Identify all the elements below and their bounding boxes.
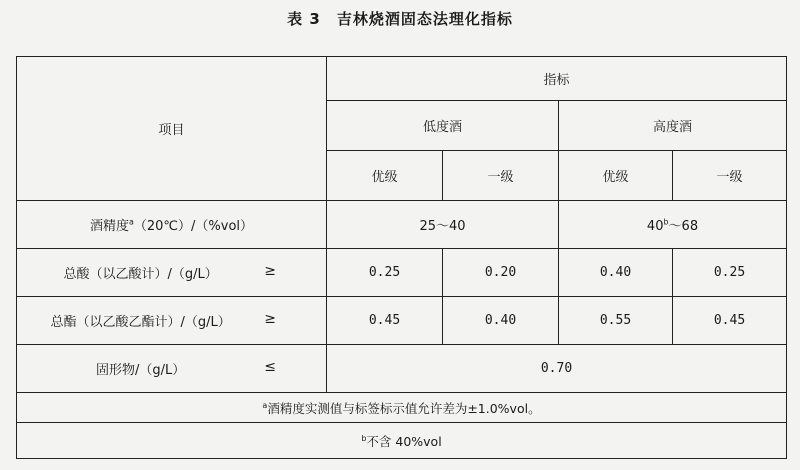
comparison-operator: ≤ (264, 359, 276, 375)
header-high: 高度酒 (559, 101, 787, 151)
cell-value: 0.40 (443, 297, 559, 345)
grade-low-premium: 优级 (327, 151, 443, 201)
spec-table (16, 56, 787, 459)
footnote-b (17, 423, 787, 459)
grade-high-premium: 优级 (559, 151, 673, 201)
header-low: 低度酒 (327, 101, 559, 151)
footnote-a (17, 393, 787, 423)
comparison-operator: ≥ (264, 263, 276, 279)
row-label (17, 201, 327, 249)
cell-value: 0.55 (559, 297, 673, 345)
footnote-row (17, 423, 787, 459)
table-number: 表 3 (287, 10, 321, 28)
header-index: 指标 (327, 57, 787, 101)
table-row (17, 249, 787, 297)
table-row (17, 201, 787, 249)
footnote-text: 酒精度实测值与标签标示值允许差为±1.0%vol。 (267, 400, 541, 416)
grade-high-first: 一级 (673, 151, 787, 201)
footnote-mark: a (262, 400, 268, 410)
cell-value: 0.45 (327, 297, 443, 345)
row-label-unit: （20℃）/（%vol） (133, 219, 254, 234)
table-title (0, 8, 800, 29)
footnote-row (17, 393, 787, 423)
cell-value: 0.40 (559, 249, 673, 297)
cell-value: 0.25 (673, 249, 787, 297)
row-label-name: 酒精度 (89, 219, 129, 234)
footnote-text: 不含 40%vol (366, 433, 442, 449)
comparison-operator: ≥ (264, 311, 276, 327)
cell-high (559, 201, 787, 249)
row-label (17, 297, 327, 345)
table-title-text: 吉林烧酒固态法理化指标 (336, 10, 513, 28)
row-label-name: 总酸（以乙酸计）/（g/L） (63, 267, 218, 282)
header-item: 项目 (17, 57, 327, 201)
cell-high-suffix: ～68 (668, 219, 699, 234)
row-label (17, 345, 327, 393)
footnote-mark: b (361, 433, 367, 443)
cell-value: 0.20 (443, 249, 559, 297)
cell-value: 0.45 (673, 297, 787, 345)
row-label-name: 固形物/（g/L） (96, 363, 186, 378)
row-label (17, 249, 327, 297)
cell-value: 0.25 (327, 249, 443, 297)
cell-low: 25～40 (327, 201, 559, 249)
footnote-mark: a (128, 217, 134, 227)
table-row (17, 297, 787, 345)
cell-value: 0.70 (327, 345, 787, 393)
table-row (17, 345, 787, 393)
row-label-name: 总酯（以乙酸乙酯计）/（g/L） (50, 315, 231, 330)
header-row-1 (17, 57, 787, 101)
grade-low-first: 一级 (443, 151, 559, 201)
footnote-mark: b (663, 217, 669, 227)
cell-high-prefix: 40 (646, 219, 664, 234)
